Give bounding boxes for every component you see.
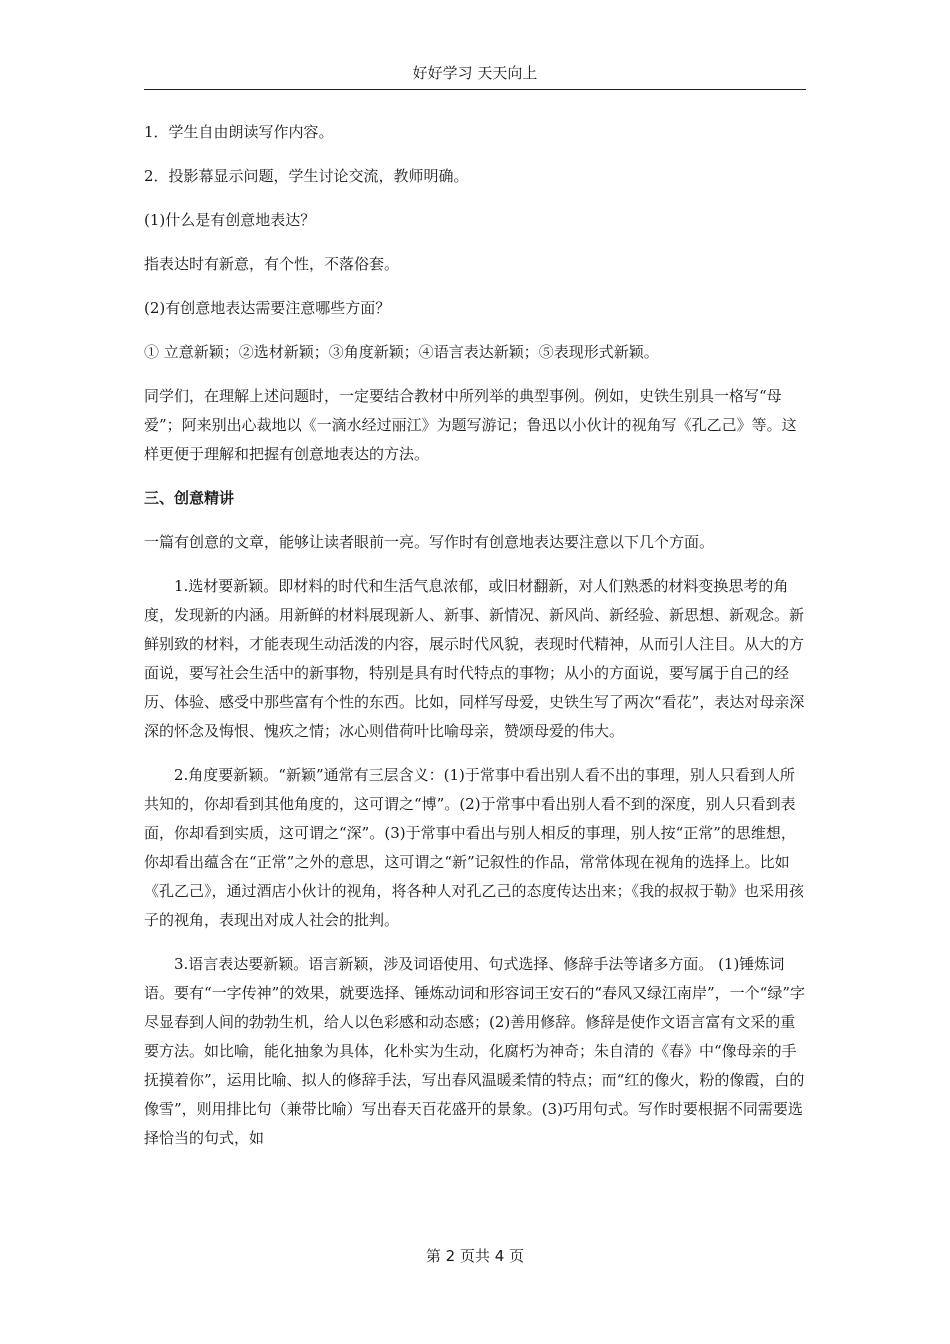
header-divider [144,89,806,90]
answer-2: ① 立意新颖；②选材新颖；③角度新颖；④语言表达新颖；⑤表现形式新颖。 [144,343,659,361]
answer-1: 指表达时有新意，有个性，不落俗套。 [144,255,400,273]
page-header: 好好学习 天天向上 [412,64,538,82]
document-body [144,118,808,1153]
paragraph-language: 3.语言表达要新颖。语言新颖，涉及词语使用、句式选择、修辞手法等诸多方面。 (1)锤炼词语。要有“一字传神”的效果，就要选择、锤炼动词和形容词王安石的“春风又绿江南岸”，一个“绿”字尽显春到人间的勃勃生机，给人以色彩感和动态感；(2)善用修辞。修辞是使作文语言富有文采的重要方法。如比喻，能化抽象为具体，化朴实为生动，化腐朽为神奇；朱自清的《春》中“像母亲的手抚摸着你”，运用比喻、拟人的修辞手法，写出春风温暖柔情的特点；而“红的像火，粉的像霞，白的像雪”，则用排比句（兼带比喻）写出春天百花盛开的景象。(3)巧用句式。写作时要根据不同需要选择恰当的句式，如 [144,955,806,1147]
question-2: (2)有创意地表达需要注意哪些方面？ [144,299,391,317]
paragraph-step-2: 2．投影幕显示问题，学生讨论交流，教师明确。 [144,167,469,185]
page-number: 第 2 页共 4 页 [425,1247,525,1265]
paragraph-examples: 同学们，在理解上述问题时，一定要结合教材中所列举的典型事例。例如，史铁生别具一格写“母爱”；阿来别出心裁地以《一滴水经过丽江》为题写游记；鲁迅以小伙计的视角写《孔乙己》等。这样更便于理解和把握有创意地表达的方法。 [144,387,797,463]
paragraph-material: 1.选材要新颖。即材料的时代和生活气息浓郁，或旧材翻新，对人们熟悉的材料变换思考的角度，发现新的内涵。用新鲜的材料展现新人、新事、新情况、新风尚、新经验、新思想、新观念。新鲜别致的材料，才能表现生动活泼的内容，展示时代风貌，表现时代精神，从而引人注目。从大的方面说，要写社会生活中的新事物，特别是具有时代特点的事物；从小的方面说，要写属于自己的经历、体验、感受中那些富有个性的东西。比如，同样写母爱，史铁生写了两次“看花”，表达对母亲深深的怀念及悔恨、愧疚之情；冰心则借荷叶比喻母亲，赞颂母爱的伟大。 [144,577,805,740]
paragraph-step-1: 1．学生自由朗读写作内容。 [144,123,334,141]
paragraph-angle: 2.角度要新颖。“新颖”通常有三层含义：(1)于常事中看出别人看不出的事理，别人只看到人所共知的，你却看到其他角度的，这可谓之“博”。(2)于常事中看出别人看不到的深度，别人只看到表面，你却看到实质，这可谓之“深”。(3)于常事中看出与别人相反的事理，别人按“正常”的思维想，你却看出蕴含在“正常”之外的意思，这可谓之“新”记叙性的作品，常常体现在视角的选择上。比如《孔乙己》，通过酒店小伙计的视角，将各种人对孔乙己的态度传达出来；《我的叔叔于勒》也采用孩子的视角，表现出对成人社会的批判。 [144,766,805,929]
question-1: (1)什么是有创意地表达？ [144,211,316,229]
paragraph-intro: 一篇有创意的文章，能够让读者眼前一亮。写作时有创意地表达要注意以下几个方面。 [144,533,715,551]
section-heading: 三、创意精讲 [144,489,235,507]
